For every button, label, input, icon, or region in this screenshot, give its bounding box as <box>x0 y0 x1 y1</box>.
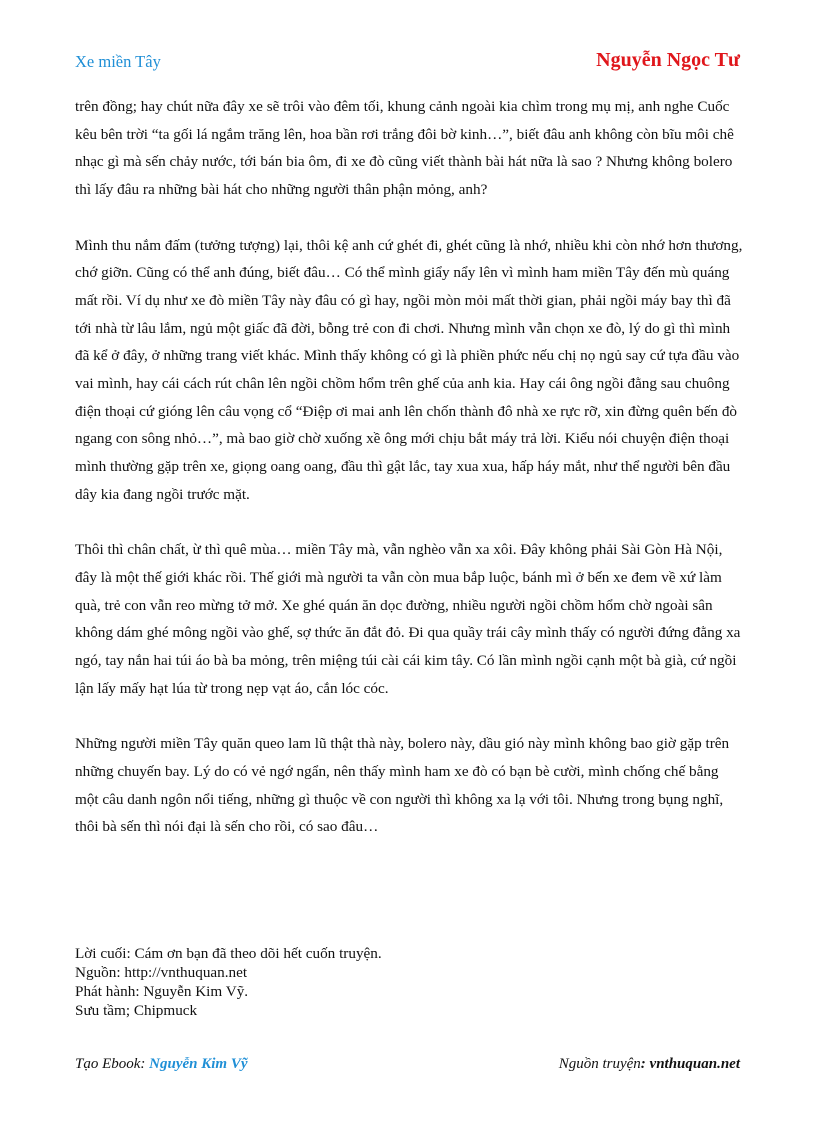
footer-ebook-label: Tạo Ebook <box>75 1056 141 1072</box>
closing-notes <box>75 944 382 1020</box>
note-collector: Sưu tầm; Chipmuck <box>75 1002 198 1019</box>
footer-ebook-name: Nguyễn Kim Vỹ <box>149 1056 248 1072</box>
paragraph-1: trên đồng; hay chút nữa đây xe sẽ trôi vào đêm tối, khung cảnh ngoài kia chìm trong mụ mị, anh nghe Cuốc kêu bên trời “ta gối lá ngắm trăng lên, hoa bần rơi trắng đôi bờ kinh…”, biết đâu anh không còn bĩu môi chê nhạc gì mà sến chảy nước, tới bán bia ôm, đi xe đò cũng viết thành bài hát nữa là sao ? Nhưng không bolero thì lấy đâu ra những bài hát cho những người thân phận mỏng, anh? <box>75 98 734 199</box>
paragraph-2: Mình thu nắm đấm (tưởng tượng) lại, thôi kệ anh cứ ghét đi, ghét cũng là nhớ, nhiều khi còn nhớ hơn thương, chớ giỡn. Cũng có thể anh đúng, biết đâu… Có thể mình giẩy nẩy lên vì mình ham miền Tây đến mù quáng mất rồi. Ví dụ như xe đò miền Tây này đâu có gì hay, ngồi mòn mỏi mất thời gian, phải ngồi máy bay thì đã tới nhà từ lâu lắm, ngủ một giấc đã đời, bỗng trẻ con đi chơi. Nhưng mình vẫn chọn xe đò, lý do gì thì mình đã kể ở đây, ở những trang viết khác. Mình thấy không có gì là phiền phức nếu chị nọ ngủ say cứ tựa đầu vào vai mình, hay cái cách rút chân lên ngồi chồm hổm trên ghế của anh kia. Hay cái ông ngồi đằng sau chuông điện thoại cứ gióng lên câu vọng cổ “Điệp ơi mai anh lên chốn thành đô nhà xe rực rỡ, xin đừng quên bến đò ngang con sông nhỏ…”, mà bao giờ chờ xuống xề ông mới chịu bắt máy trả lời. Kiểu nói chuyện điện thoại mình thường gặp trên xe, giọng oang oang, đầu thì gật lắc, tay xua xua, hấp háy mắt, như thể người bên đầu dây kia đang ngồi trước mặt. <box>75 236 743 503</box>
header-author: Nguyễn Ngọc Tư <box>596 49 740 71</box>
header-title: Xe miền Tây <box>75 52 161 71</box>
note-closing-words: Lời cuối: Cám ơn bạn đã theo dõi hết cuốn truyện. <box>75 945 382 962</box>
footer-source-name: vnthuquan.net <box>649 1056 740 1072</box>
footer-source-credit: Nguồn truyện: vnthuquan.net <box>558 1056 740 1072</box>
footer-ebook-credit: Tạo Ebook: Nguyễn Kim Vỹ <box>75 1056 248 1072</box>
footer-source-label: Nguồn truyện <box>558 1056 641 1072</box>
body-text <box>75 93 745 869</box>
note-publisher: Phát hành: Nguyễn Kim Vỹ. <box>75 983 249 1000</box>
paragraph-3: Thôi thì chân chất, ừ thì quê mùa… miền Tây mà, vẫn nghèo vẫn xa xôi. Đây không phải Sài Gòn Hà Nội, đây là một thế giới khác rồi. Thế giới mà người ta vẫn còn mua bắp luộc, bánh mì ở bến xe đem về xứ làm quà, trẻ con vẫn reo mừng tở mở. Xe ghé quán ăn dọc đường, nhiều người ngồi chồm hổm chờ ngoài sân không dám ghé mông ngồi vào ghế, sợ thức ăn đắt đỏ. Đi qua quầy trái cây mình thấy có người đứng đằng xa ngó, tay nắn hai túi áo bà ba mỏng, trên miệng túi cài cái kim tây. Có lần mình ngồi cạnh một bà già, cứ ngồi lận lấy mấy hạt lúa từ trong nẹp vạt áo, cắn lóc cóc. <box>75 541 741 697</box>
note-source: Nguồn: http://vnthuquan.net <box>75 964 248 981</box>
paragraph-4: Những người miền Tây quăn queo lam lũ thật thà này, bolero này, dầu gió này mình không bao giờ gặp trên những chuyến bay. Lý do có vẻ ngớ ngẩn, nên thấy mình ham xe đò có bạn bè cười, mình chống chế bằng một câu danh ngôn nổi tiếng, những gì thuộc về con người thì không xa lạ với tôi. Nhưng trong bụng nghĩ, thôi bà sến thì nói đại là sến cho rồi, có sao đâu… <box>75 735 730 836</box>
